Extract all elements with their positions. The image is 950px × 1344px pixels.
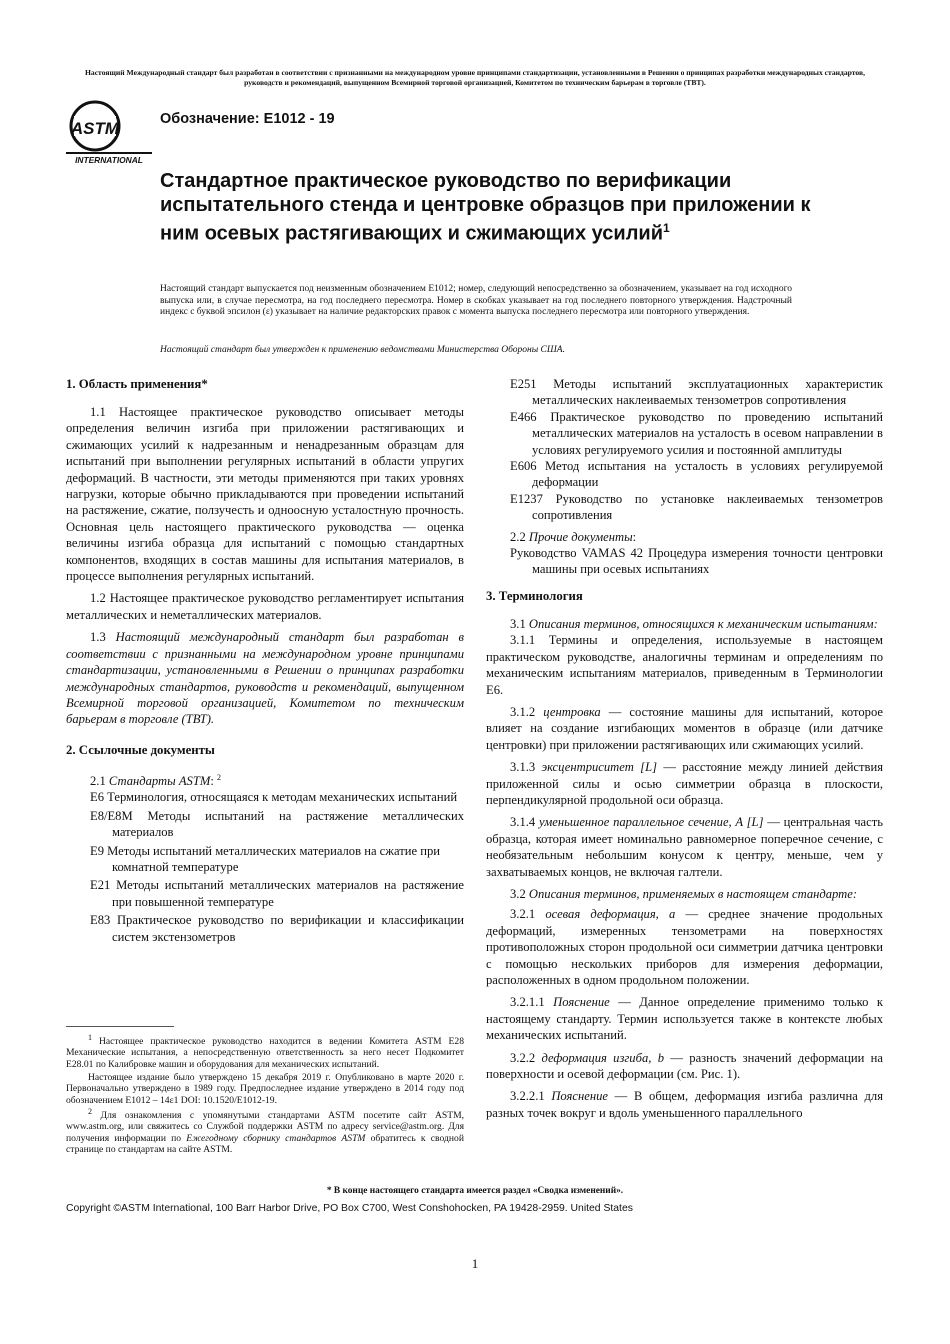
para-3-2-1: 3.2.1 осевая деформация, a — среднее значение продольных деформаций, измеренных тензометрами на поверхностях противоположных сторон продольной оси симметрии датчика центровки с помощью нескольких приборов для измерения деформации, расположенных в одном продольном положении. [486,907,883,987]
section-1-heading: 1. Область применения* [66,377,208,391]
astm-refs-continued [486,376,883,524]
section-3-heading: 3. Терминология [486,588,583,603]
para-3-1: 3.1 Описания терминов, относящихся к механическим испытаниям: [510,616,878,631]
para-1-3: 1.3 Настоящий международный стандарт был разработан в соответствии с признанными на международном уровне принципами стандартизации, установленными в Решении о принципах разработки международных стандартов, руководств и рекомендаций, выпущенном Всемирной торговой организацией, Комитетом по техническим барьерам в торговле (ТВТ). [66,630,464,727]
title-footnote-ref: 1 [663,221,670,235]
astm-logo [66,100,154,166]
approval-note: Настоящий стандарт был утвержден к применению ведомствами Министерства Обороны США. [160,345,565,355]
ref-item: E6 Терминология, относящаяся к методам механических испытаний [90,790,458,805]
document-title [160,170,840,246]
para-3-2-2-1: 3.2.2.1 Пояснение — В общем, деформация изгиба различна для разных точек вокруг и вдоль уменьшенного параллельного [486,1089,883,1120]
title-text: Стандартное практическое руководство по верификации испытательного стенда и центровке образцов при приложении к ним осевых растягивающих и сжимающих усилий [160,170,811,245]
footnotes [66,1032,464,1155]
astm-logo-icon [66,100,154,166]
vamas-ref: Руководство VAMAS 42 Процедура измерения точности центровки машины при осевых испытаниях [510,546,883,577]
ref-item: E606 Метод испытания на усталость в условиях регулируемой деформации [510,459,883,490]
astm-refs [66,789,464,945]
footnote-2: $^2$ Для ознакомления с упомянутыми стандартами ASTM посетите сайт ASTM, www.astm.org, или свяжитесь со Службой поддержки ASTM по адресу service@astm.org. Для получения информации по Ежегодному сборнику стандартов ASTM обратитесь к сводной странице по стандартам на сайте ASTM. [66,1106,464,1156]
left-column [66,376,464,945]
para-3-1-3: 3.1.3 эксцентриситет [L] — расстояние между линией действия приложенной силы и осью симметрии образца в плоскости, перпендикулярной продольной оси образца. [486,760,884,807]
logo-mark: ASTM [70,119,120,138]
page-number: 1 [471,1256,479,1271]
para-1-2: 1.2 Настоящее практическое руководство регламентирует испытания металлических и неметаллических материалов. [66,591,464,622]
para-3-2-2: 3.2.2 деформация изгиба, b — разность значений деформации на поверхности и осевой деформации (см. Рис. 1). [486,1050,883,1082]
ref-item: E251 Методы испытаний эксплуатационных характеристик металлических наклеиваемых тензометров сопротивления [510,377,883,408]
right-column [486,376,883,1121]
para-3-1-4: 3.1.4 уменьшенное параллельное сечение, A [L] — центральная часть образца, которая имеет номинально равномерное поперечное сечение, с необязательным небольшим конусом к центру, меньше, чем у захватываемых концов, не включая галтели. [486,815,883,879]
para-3-1-2: 3.1.2 центровка — состояние машины для испытаний, которое влияет на создание изгибающих моментов в образце (или датчике центровки) при приложении растягивающих или сжимающих усилий. [486,704,883,752]
standards-notice: Настоящий Международный стандарт был разработан в соответствии с признанными на международном уровне принципами стандартизации, установленными в Решении о принципах разработки международных стандартов, руководств и рекомендаций, выпущенном Всемирной торговой организацией, Комитетом по техническим барьерам в торговле (ТВТ). [84,68,865,87]
ref-item: E466 Практическое руководство по проведению испытаний металлических материалов на усталость в осевом направлении в условиях регулируемого усилия и постоянной амплитуды [510,409,883,457]
para-2-1: 2.1 Стандарты ASTM: $^2$ [90,772,221,788]
para-3-2-1-1: 3.2.1.1 Пояснение — Данное определение применимо только к настоящему стандарту. Термин используется также в контексте любых механических испытаний. [486,995,884,1043]
ref-item: E21 Методы испытаний металлических материалов на растяжение при повышенной температуре [90,878,464,909]
ref-item: E8/E8M Методы испытаний на растяжение металлических материалов [90,808,464,840]
para-1-1: 1.1 Настоящее практическое руководство описывает методы определения величин изгиба при приложении растягивающих и сжимающих усилий к надрезанным и ненадрезанным образцам для испытаний при выполнении регулярных испытаний в области упругих деформаций. В частности, эти методы применяются при таких уровнях нагрузки, которые обычно прикладываются при проведении испытаний на растяжение, сжатие, ползучесть и одноосную усталостную прочность. Основная цель настоящего практического руководства — оценка величины изгиба образца для испытаний с помощью стандартных компонентов, входящих в состав машины для испытания материалов, в процессе выполнения регулярных испытаний. [66,405,464,584]
ref-item: E83 Практическое руководство по верификации и классификации систем экстензометров [90,913,464,944]
intro-paragraph: Настоящий стандарт выпускается под неизменным обозначением E1012; номер, следующий непосредственно за обозначением, указывает на год исходного выпуска или, в случае пересмотра, на год последнего пересмотра. Номер в скобках указывает на год последнего повторного утверждения. Надстрочный индекс с буквой эпсилон (ε) указывает на наличие редакторских правок с момента выпуска последнего пересмотра или повторного утверждения. [160,284,792,318]
footnote-1: $^1$ Настоящее практическое руководство находится в ведении Комитета ASTM E28 Механические испытания, а непосредственную ответственность за него несет Подкомитет E28.01 по Калибровке машин и оборудования для механических испытаний. [66,1033,464,1070]
summary-of-changes-note: * В конце настоящего стандарта имеется раздел «Сводка изменений». [326,1186,624,1196]
copyright: Copyright ©ASTM International, 100 Barr Harbor Drive, PO Box C700, West Conshohocken, PA 19428-2959. United States [66,1203,633,1214]
section-2-heading: 2. Ссылочные документы [66,742,215,757]
para-3-1-1: 3.1.1 Термины и определения, используемые в настоящем практическом руководстве, аналогичны терминам и определениям по механическим испытаниям материалов, приведенным в Терминологии E6. [486,633,883,697]
para-3-2: 3.2 Описания терминов, применяемых в настоящем стандарте: [510,886,858,901]
footnote-1b: Настоящее издание было утверждено 15 декабря 2019 г. Опубликовано в марте 2020 г. Первоначально утверждено в 1989 году. Предпоследнее издание утверждено в 2014 году под обозначением E1012 – 14ε1 DOI: 10.1520/E1012-19. [66,1072,464,1106]
logo-text: INTERNATIONAL [75,155,143,165]
designation: Обозначение: E1012 - 19 [160,111,335,127]
footnote-rule [66,1026,174,1027]
ref-item: E9 Методы испытаний металлических материалов на сжатие при комнатной температуре [90,843,440,874]
ref-item: E1237 Руководство по установке наклеиваемых тензометров сопротивления [510,491,883,523]
para-2-2: 2.2 Прочие документы: [510,529,637,544]
